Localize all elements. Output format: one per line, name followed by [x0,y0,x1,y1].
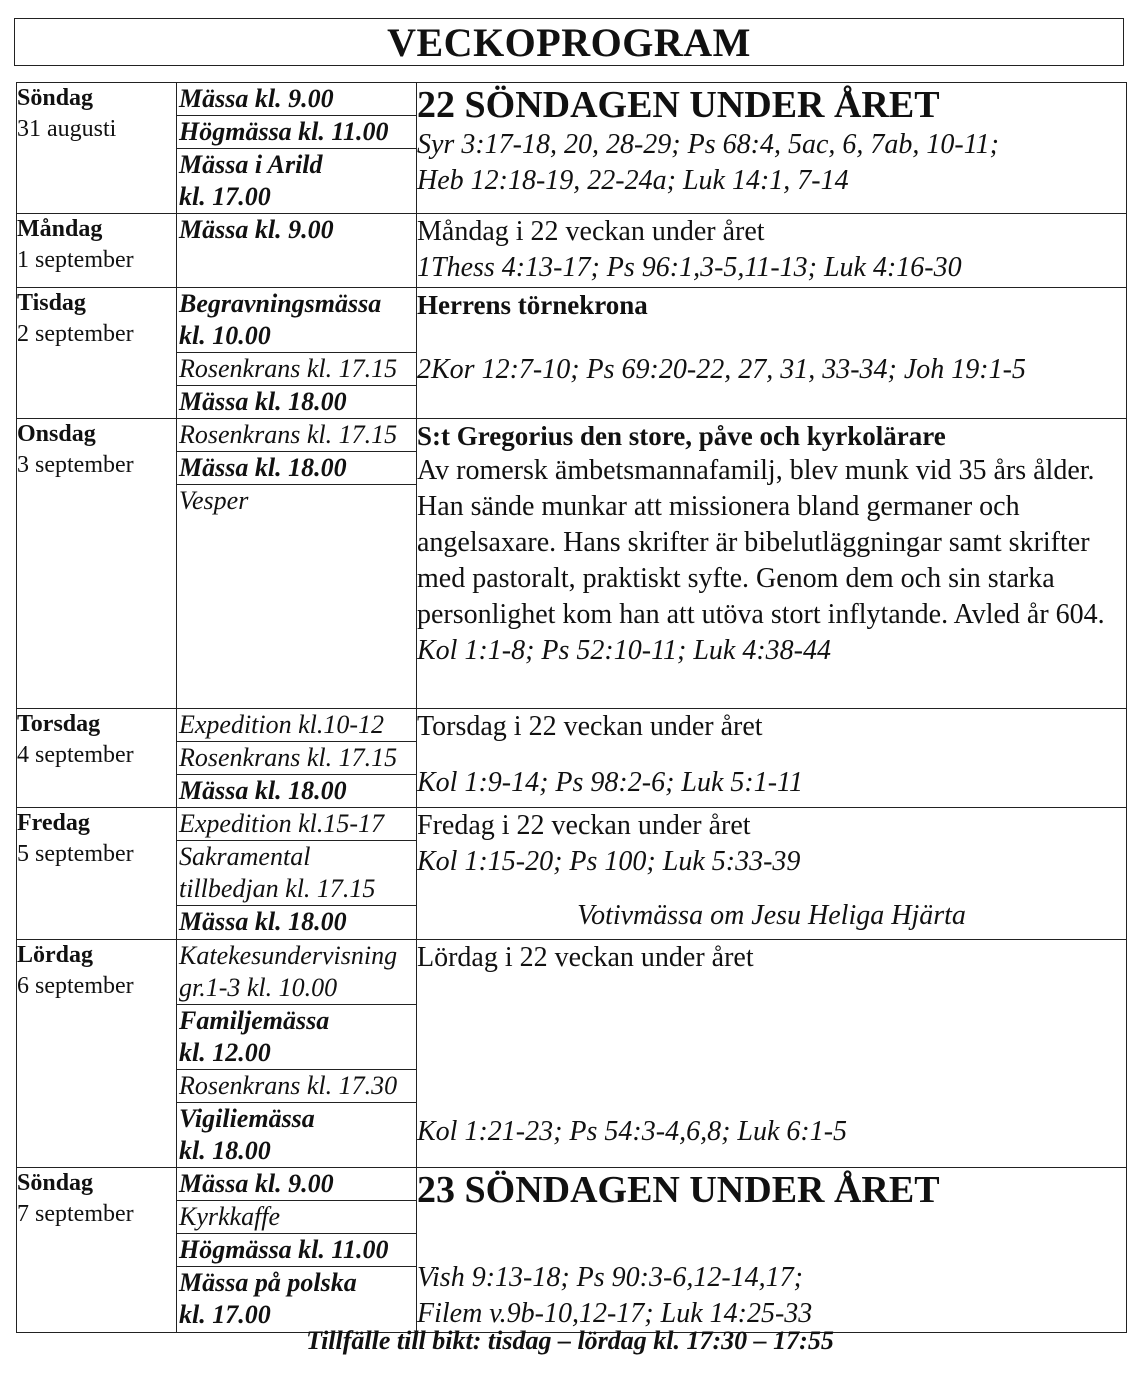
day-name: Onsdag [17,421,96,447]
scripture-readings: Vish 9:13-18; Ps 90:3-6,12-14,17; Filem v.9b-10,12-17; Luk 14:25-33 [417,1262,813,1329]
service-item: Kyrkkaffe [177,1201,416,1234]
services-cell [177,808,417,940]
day-date: 6 september [17,973,134,999]
day-date: 4 september [17,742,134,768]
services-cell [177,83,417,214]
service-item: Mässa kl. 9.00 [179,215,334,244]
day-row [17,83,1127,214]
service-item: Högmässa kl. 11.00 [177,1234,416,1267]
day-date: 1 september [17,247,134,273]
day-date: 3 september [17,452,134,478]
service-item: Mässa kl. 18.00 [179,907,347,936]
liturgy-cell [417,83,1127,214]
feast-name: Herrens törnekrona [417,290,648,320]
service-item: Rosenkrans kl. 17.30 [177,1070,416,1103]
service-item: Rosenkrans kl. 17.15 [177,742,416,775]
day-row [17,709,1127,808]
scripture-readings: 2Kor 12:7-10; Ps 69:20-22, 27, 31, 33-34; Joh 19:1-5 [417,354,1026,385]
service-item: Expedition kl.10-12 [177,709,416,742]
liturgy-cell [417,288,1127,419]
day-date: 7 september [17,1201,134,1227]
day-name: Torsdag [17,711,101,737]
services-cell [177,1168,417,1333]
day-name: Söndag [17,1170,94,1196]
day-date: 5 september [17,841,134,867]
day-cell [17,709,177,808]
service-item: Katekesundervisning gr.1-3 kl. 10.00 [177,940,416,1005]
day-subtitle: Lördag i 22 veckan under året [417,942,754,973]
day-date: 2 september [17,321,134,347]
day-name: Lördag [17,942,94,968]
liturgy-cell [417,1168,1127,1333]
day-cell [17,83,177,214]
day-cell [17,1168,177,1333]
scripture-readings: Kol 1:15-20; Ps 100; Luk 5:33-39 [417,846,801,877]
day-cell [17,940,177,1168]
scripture-readings: Kol 1:9-14; Ps 98:2-6; Luk 5:1-11 [417,767,803,798]
scripture-readings: Kol 1:21-23; Ps 54:3-4,6,8; Luk 6:1-5 [417,1116,848,1147]
feast-name: S:t Gregorius den store, påve och kyrkolärare [417,421,946,451]
day-cell [17,288,177,419]
liturgy-cell [417,709,1127,808]
service-item: Mässa kl. 18.00 [177,452,416,485]
day-name: Måndag [17,216,103,242]
day-name: Fredag [17,810,90,836]
liturgy-cell [417,214,1127,288]
sunday-heading: 22 SÖNDAGEN UNDER ÅRET [417,84,940,126]
service-item: Mässa kl. 18.00 [179,387,347,416]
day-name: Tisdag [17,290,86,316]
service-item: Mässa i Arild kl. 17.00 [179,150,323,211]
services-cell [177,419,417,709]
day-cell [17,214,177,288]
day-row [17,808,1127,940]
service-item: Sakramental tillbedjan kl. 17.15 [177,841,416,906]
services-cell [177,709,417,808]
service-item: Rosenkrans kl. 17.15 [177,419,416,452]
day-row [17,214,1127,288]
service-item: Expedition kl.15-17 [177,808,416,841]
day-cell [17,808,177,940]
scripture-readings: Syr 3:17-18, 20, 28-29; Ps 68:4, 5ac, 6, 7ab, 10-11; Heb 12:18-19, 22-24a; Luk 14:1, 7-14 [417,129,999,196]
service-item: Rosenkrans kl. 17.15 [177,353,416,386]
service-item: Mässa kl. 9.00 [177,1168,416,1201]
day-row [17,1168,1127,1333]
liturgy-cell [417,419,1127,709]
day-subtitle: Fredag i 22 veckan under året [417,810,751,841]
service-item: Mässa kl. 18.00 [179,776,347,805]
service-item: Mässa på polska kl. 17.00 [179,1268,357,1329]
day-name: Söndag [17,85,94,111]
scripture-readings: Kol 1:1-8; Ps 52:10-11; Luk 4:38-44 [417,635,831,666]
liturgy-cell [417,940,1127,1168]
service-item: Vesper [179,486,249,515]
service-item: Begravningsmässa kl. 10.00 [177,288,416,353]
services-cell [177,214,417,288]
sunday-heading: 23 SÖNDAGEN UNDER ÅRET [417,1169,940,1211]
votive-mass: Votivmässa om Jesu Heliga Hjärta [577,900,966,931]
service-item: Mässa kl. 9.00 [177,83,416,116]
service-item: Vigiliemässa kl. 18.00 [179,1104,315,1165]
day-row [17,419,1127,709]
day-subtitle: Torsdag i 22 veckan under året [417,711,763,742]
service-item: Högmässa kl. 11.00 [177,116,416,149]
day-row [17,288,1127,419]
weekly-schedule-table [16,82,1127,1333]
confession-note: Tillfälle till bikt: tisdag – lördag kl. 17:30 – 17:55 [306,1326,834,1355]
services-cell [177,288,417,419]
service-item: Familjemässa kl. 12.00 [177,1005,416,1070]
day-date: 31 augusti [17,116,117,142]
day-subtitle: Måndag i 22 veckan under året [417,216,765,247]
liturgy-cell [417,808,1127,940]
scripture-readings: 1Thess 4:13-17; Ps 96:1,3-5,11-13; Luk 4:16-30 [417,252,962,283]
day-row [17,940,1127,1168]
page-title: VECKOPROGRAM [14,18,1124,66]
services-cell [177,940,417,1168]
saint-description: Av romersk ämbetsmannafamilj, blev munk vid 35 års ålder. Han sände munkar att missionera bland germaner och angelsaxare. Hans skrifter är bibelutläggningar samt skrifter med pastoralt, praktiskt syfte. Genom dem och sin starka personlighet kom han att utöva stort inflytande. Avled år 604. [417,455,1105,630]
day-cell [17,419,177,709]
